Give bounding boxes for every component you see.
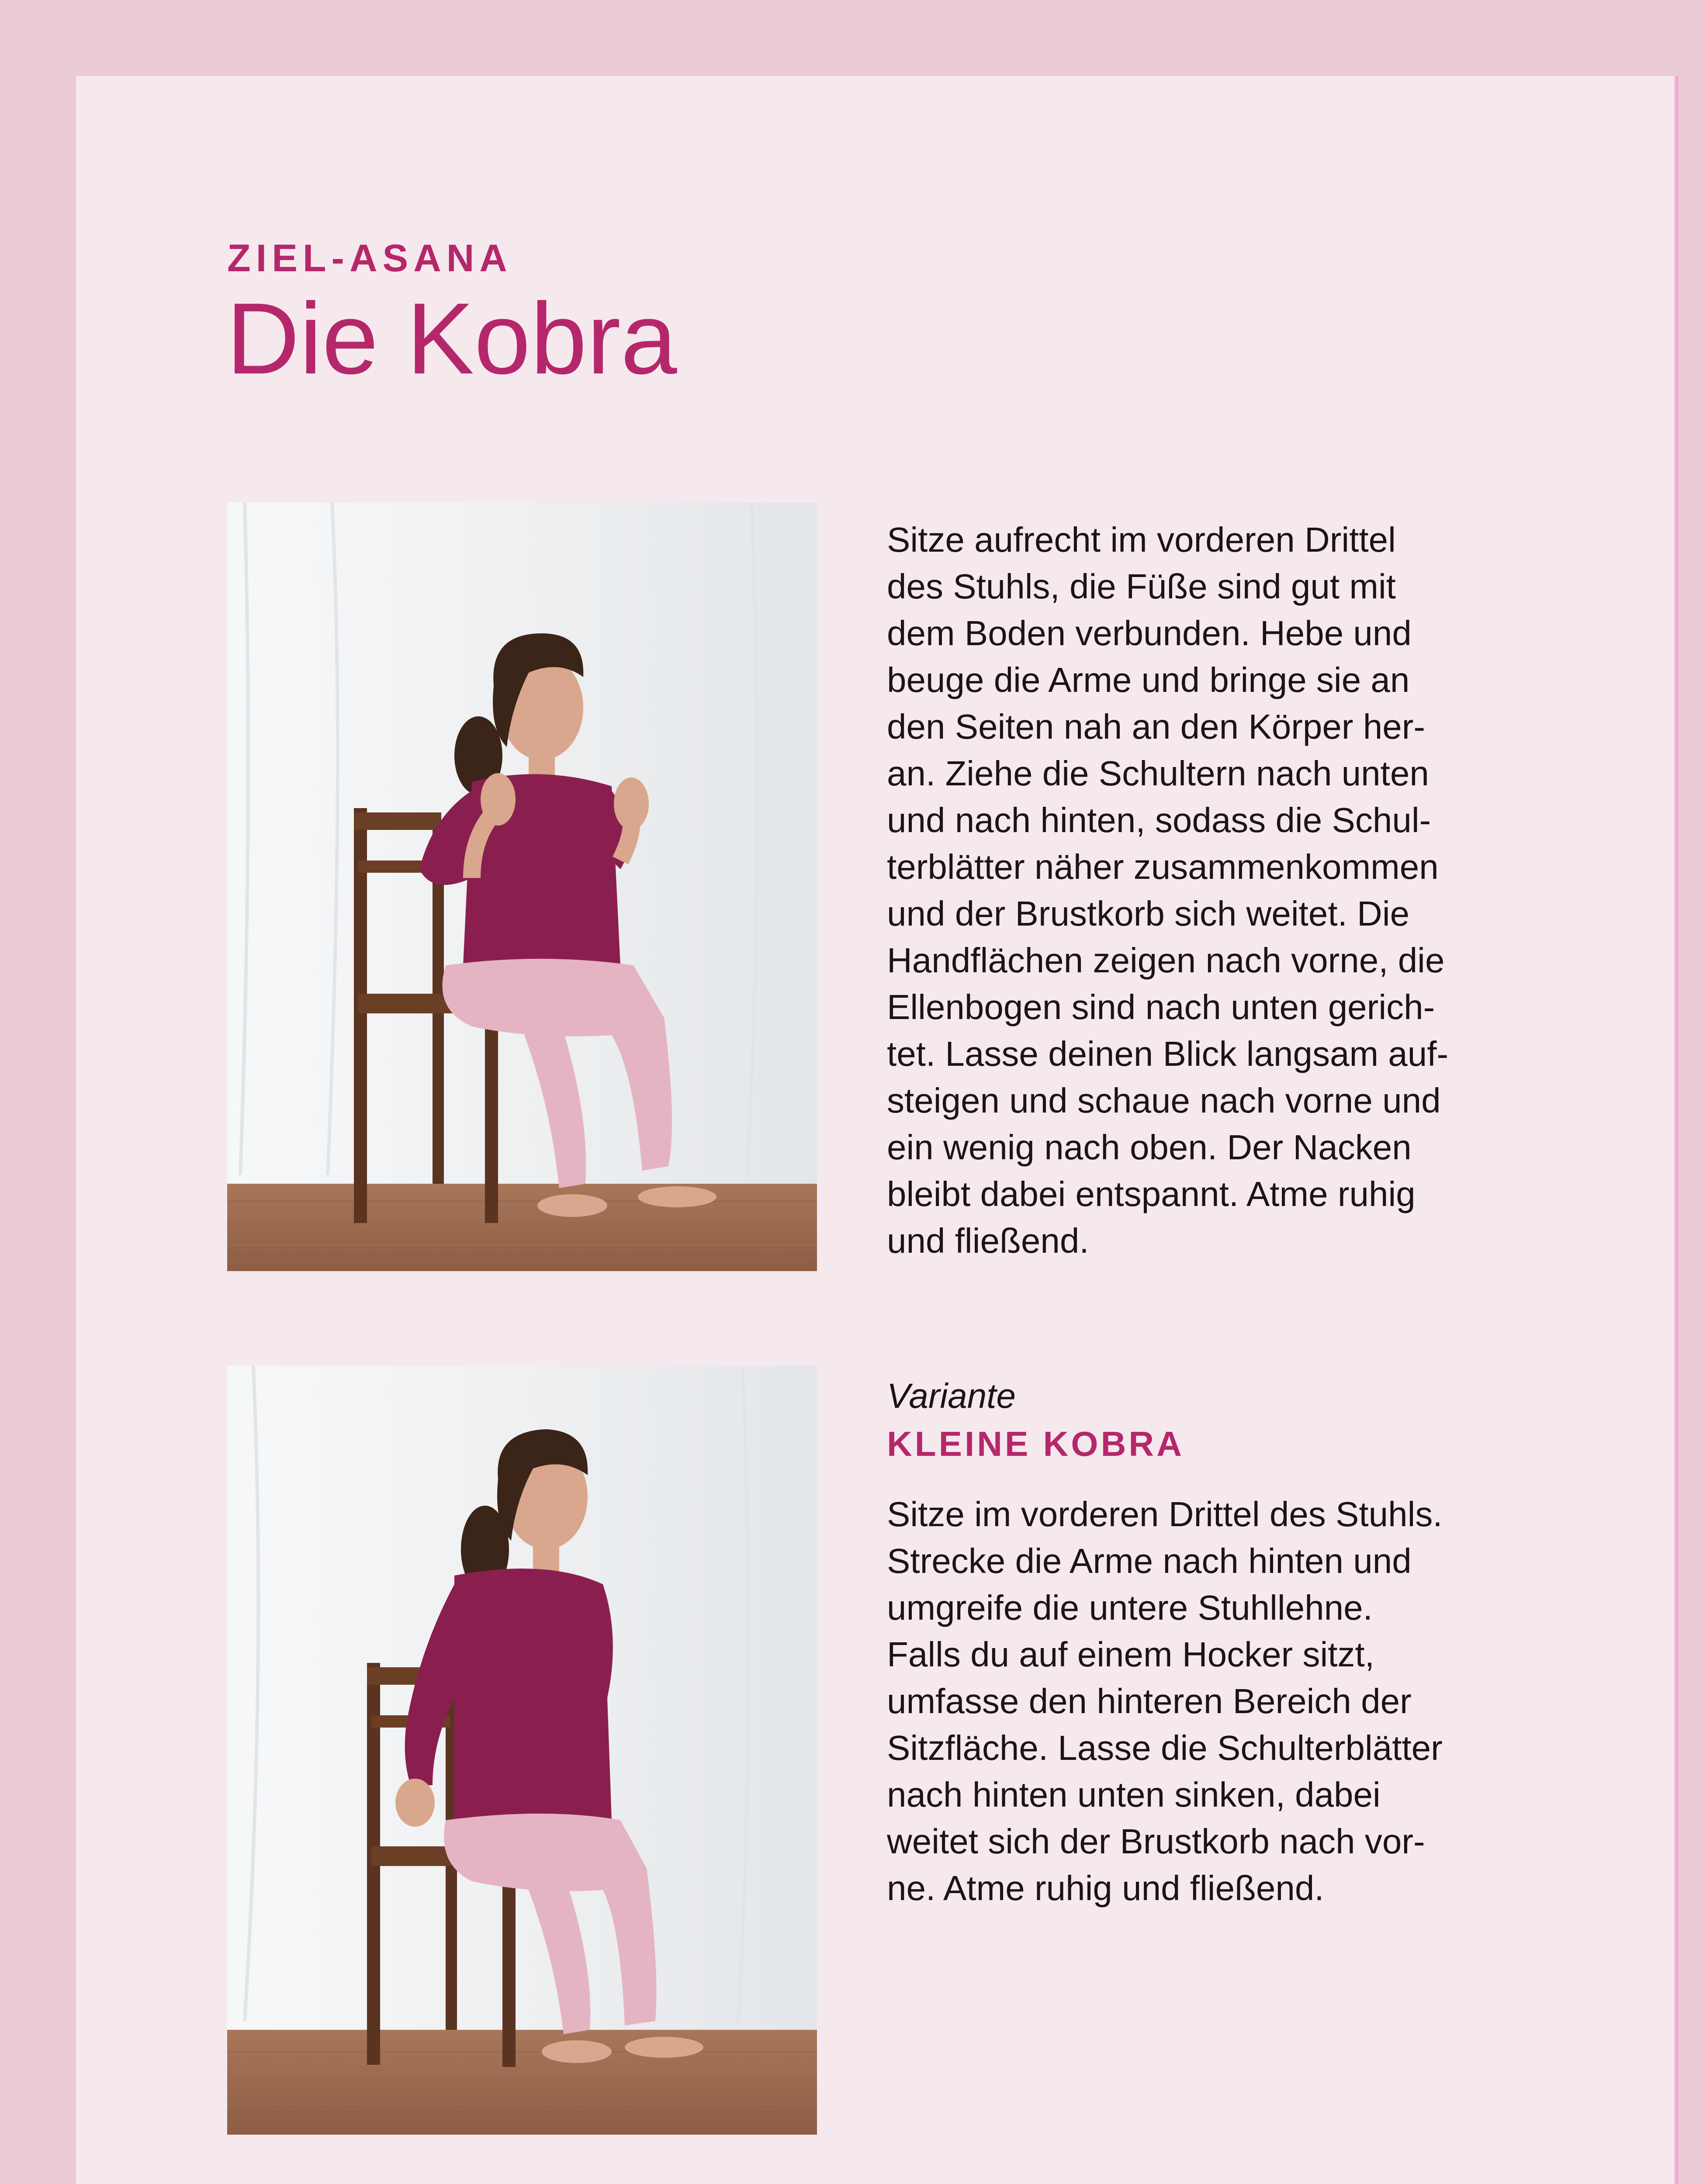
text-line: steigen und schaue nach vorne und	[887, 1081, 1441, 1120]
text-line: Strecke die Arme nach hinten und	[887, 1541, 1412, 1580]
kleine-kobra-description	[887, 1491, 1490, 1911]
photo-kleine-kobra-pose	[227, 1366, 817, 2135]
text-line: umgreife die untere Stuhllehne.	[887, 1588, 1373, 1627]
page-edge-line	[1675, 76, 1679, 2184]
text-line: weitet sich der Brustkorb nach vor-	[887, 1822, 1425, 1861]
text-line: terblätter näher zusammenkommen	[887, 847, 1439, 886]
text-line: tet. Lasse deinen Blick langsam auf-	[887, 1034, 1449, 1073]
text-line: an. Ziehe die Schultern nach unten	[887, 754, 1429, 793]
eyebrow-label: ZIEL-ASANA	[227, 236, 512, 280]
text-line: bleibt dabei entspannt. Atme ruhig	[887, 1175, 1416, 1213]
text-line: und nach hinten, sodass die Schul-	[887, 801, 1431, 840]
text-line: des Stuhls, die Füße sind gut mit	[887, 567, 1396, 606]
text-line: und der Brustkorb sich weitet. Die	[887, 894, 1410, 933]
variant-title: KLEINE KOBRA	[887, 1424, 1184, 1463]
kobra-description	[887, 516, 1490, 1264]
text-line: beuge die Arme und bringe sie an	[887, 660, 1410, 699]
photo-kobra-pose	[227, 502, 817, 1271]
text-line: und fließend.	[887, 1221, 1089, 1260]
text-line: den Seiten nah an den Körper her-	[887, 707, 1425, 746]
text-line: ne. Atme ruhig und fließend.	[887, 1869, 1324, 1908]
text-line: Sitze im vorderen Drittel des Stuhls.	[887, 1495, 1443, 1534]
text-line: umfasse den hinteren Bereich der	[887, 1682, 1412, 1721]
text-line: Handflächen zeigen nach vorne, die	[887, 941, 1445, 980]
text-line: ein wenig nach oben. Der Nacken	[887, 1128, 1412, 1167]
text-line: Ellenbogen sind nach unten gerich-	[887, 988, 1435, 1026]
text-line: nach hinten unten sinken, dabei	[887, 1775, 1381, 1814]
text-line: dem Boden verbunden. Hebe und	[887, 614, 1412, 653]
page-title: Die Kobra	[226, 282, 677, 395]
text-line: Sitze aufrecht im vorderen Drittel	[887, 520, 1396, 559]
variant-label: Variante	[887, 1376, 1016, 1415]
text-line: Sitzfläche. Lasse die Schulterblätter	[887, 1728, 1443, 1767]
text-line: Falls du auf einem Hocker sitzt,	[887, 1635, 1374, 1674]
